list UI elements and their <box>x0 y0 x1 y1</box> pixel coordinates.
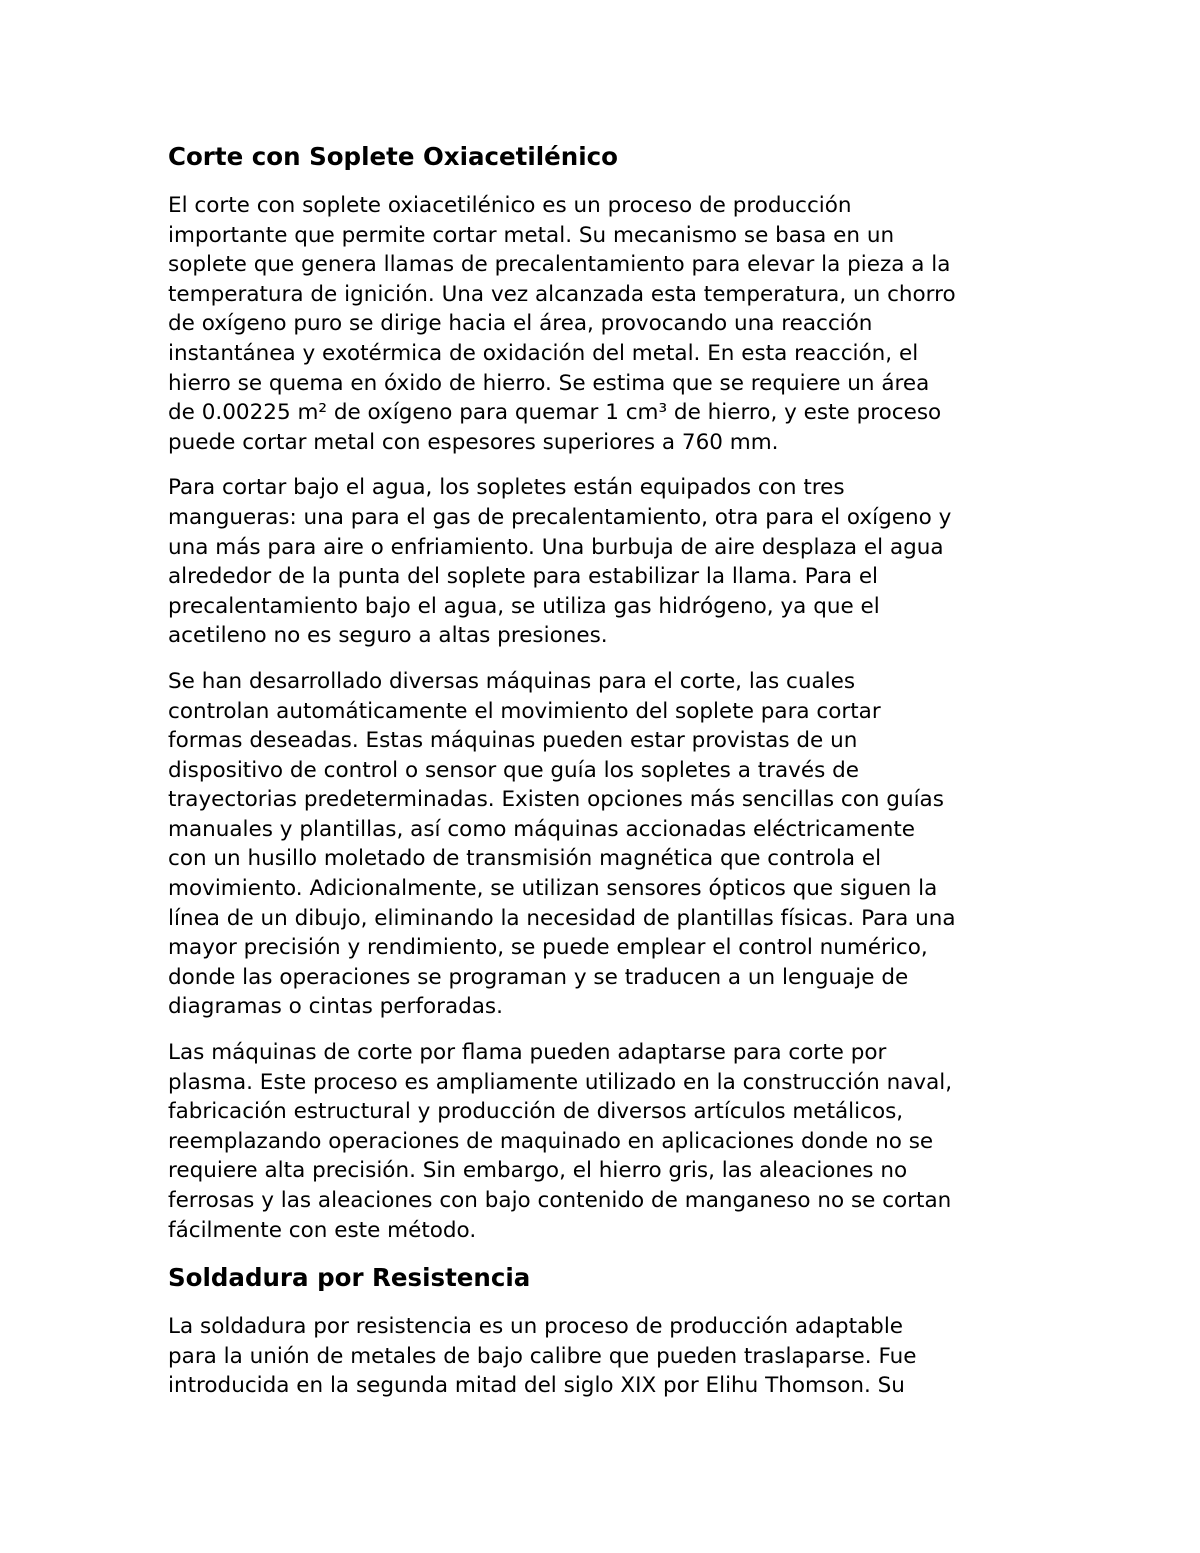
text-line: donde las operaciones se programan y se traducen a un lenguaje de <box>168 964 909 990</box>
text-line: soplete que genera llamas de precalentamiento para elevar la pieza a la <box>168 252 951 278</box>
text-line: requiere alta precisión. Sin embargo, el hierro gris, las aleaciones no <box>168 1158 908 1184</box>
text-line: precalentamiento bajo el agua, se utiliza gas hidrógeno, ya que el <box>168 593 880 619</box>
text-line: importante que permite cortar metal. Su mecanismo se basa en un <box>168 222 895 248</box>
text-line: dispositivo de control o sensor que guía los sopletes a través de <box>168 757 860 783</box>
paragraph <box>168 1038 1048 1245</box>
paragraph <box>168 191 1048 457</box>
text-line: temperatura de ignición. Una vez alcanzada esta temperatura, un chorro <box>168 281 956 307</box>
text-line: Se han desarrollado diversas máquinas para el corte, las cuales <box>168 668 856 694</box>
text-line: acetileno no es seguro a altas presiones. <box>168 623 608 649</box>
text-line: La soldadura por resistencia es un proceso de producción adaptable <box>168 1314 904 1340</box>
text-line: mangueras: una para el gas de precalentamiento, otra para el oxígeno y <box>168 504 952 530</box>
text-line: El corte con soplete oxiacetilénico es un proceso de producción <box>168 193 852 218</box>
text-line: fácilmente con este método. <box>168 1217 477 1243</box>
text-line: formas deseadas. Estas máquinas pueden estar provistas de un <box>168 728 858 754</box>
paragraph <box>168 667 1048 1022</box>
text-line: movimiento. Adicionalmente, se utilizan sensores ópticos que siguen la <box>168 876 938 902</box>
document-page <box>168 140 1048 1417</box>
paragraph <box>168 1312 1048 1401</box>
text-line: ferrosas y las aleaciones con bajo contenido de manganeso no se cortan <box>168 1188 952 1213</box>
text-line: reemplazando operaciones de maquinado en aplicaciones donde no se <box>168 1128 934 1154</box>
text-line: Para cortar bajo el agua, los sopletes están equipados con tres <box>168 475 845 501</box>
text-line: mayor precisión y rendimiento, se puede emplear el control numérico, <box>168 935 928 961</box>
text-line: plasma. Este proceso es ampliamente utilizado en la construcción naval, <box>168 1069 953 1095</box>
text-line: manuales y plantillas, así como máquinas accionadas eléctricamente <box>168 816 915 842</box>
text-line: de oxígeno puro se dirige hacia el área, provocando una reacción <box>168 311 873 337</box>
text-line: diagramas o cintas perforadas. <box>168 994 503 1020</box>
text-line: una más para aire o enfriamiento. Una burbuja de aire desplaza el agua <box>168 534 944 560</box>
text-line: instantánea y exotérmica de oxidación del metal. En esta reacción, el <box>168 340 919 366</box>
text-line: hierro se quema en óxido de hierro. Se estima que se requiere un área <box>168 370 930 396</box>
text-line: para la unión de metales de bajo calibre que pueden traslaparse. Fue <box>168 1343 917 1369</box>
text-line: trayectorias predeterminadas. Existen opciones más sencillas con guías <box>168 787 944 813</box>
text-line: con un husillo moletado de transmisión magnética que controla el <box>168 846 882 872</box>
text-line: línea de un dibujo, eliminando la necesidad de plantillas físicas. Para una <box>168 905 956 931</box>
section-title: Soldadura por Resistencia <box>168 1263 531 1293</box>
text-line: puede cortar metal con espesores superiores a 760 mm. <box>168 429 779 455</box>
section-title: Corte con Soplete Oxiacetilénico <box>168 142 618 171</box>
text-line: controlan automáticamente el movimiento del soplete para cortar <box>168 698 881 724</box>
text-line: de 0.00225 m² de oxígeno para quemar 1 cm³ de hierro, y este proceso <box>168 400 942 426</box>
text-line: Las máquinas de corte por flama pueden adaptarse para corte por <box>168 1040 887 1066</box>
text-line: fabricación estructural y producción de diversos artículos metálicos, <box>168 1099 904 1125</box>
paragraph <box>168 473 1048 651</box>
text-line: introducida en la segunda mitad del siglo XIX por Elihu Thomson. Su <box>168 1373 905 1399</box>
text-line: alrededor de la punta del soplete para estabilizar la llama. Para el <box>168 564 879 590</box>
